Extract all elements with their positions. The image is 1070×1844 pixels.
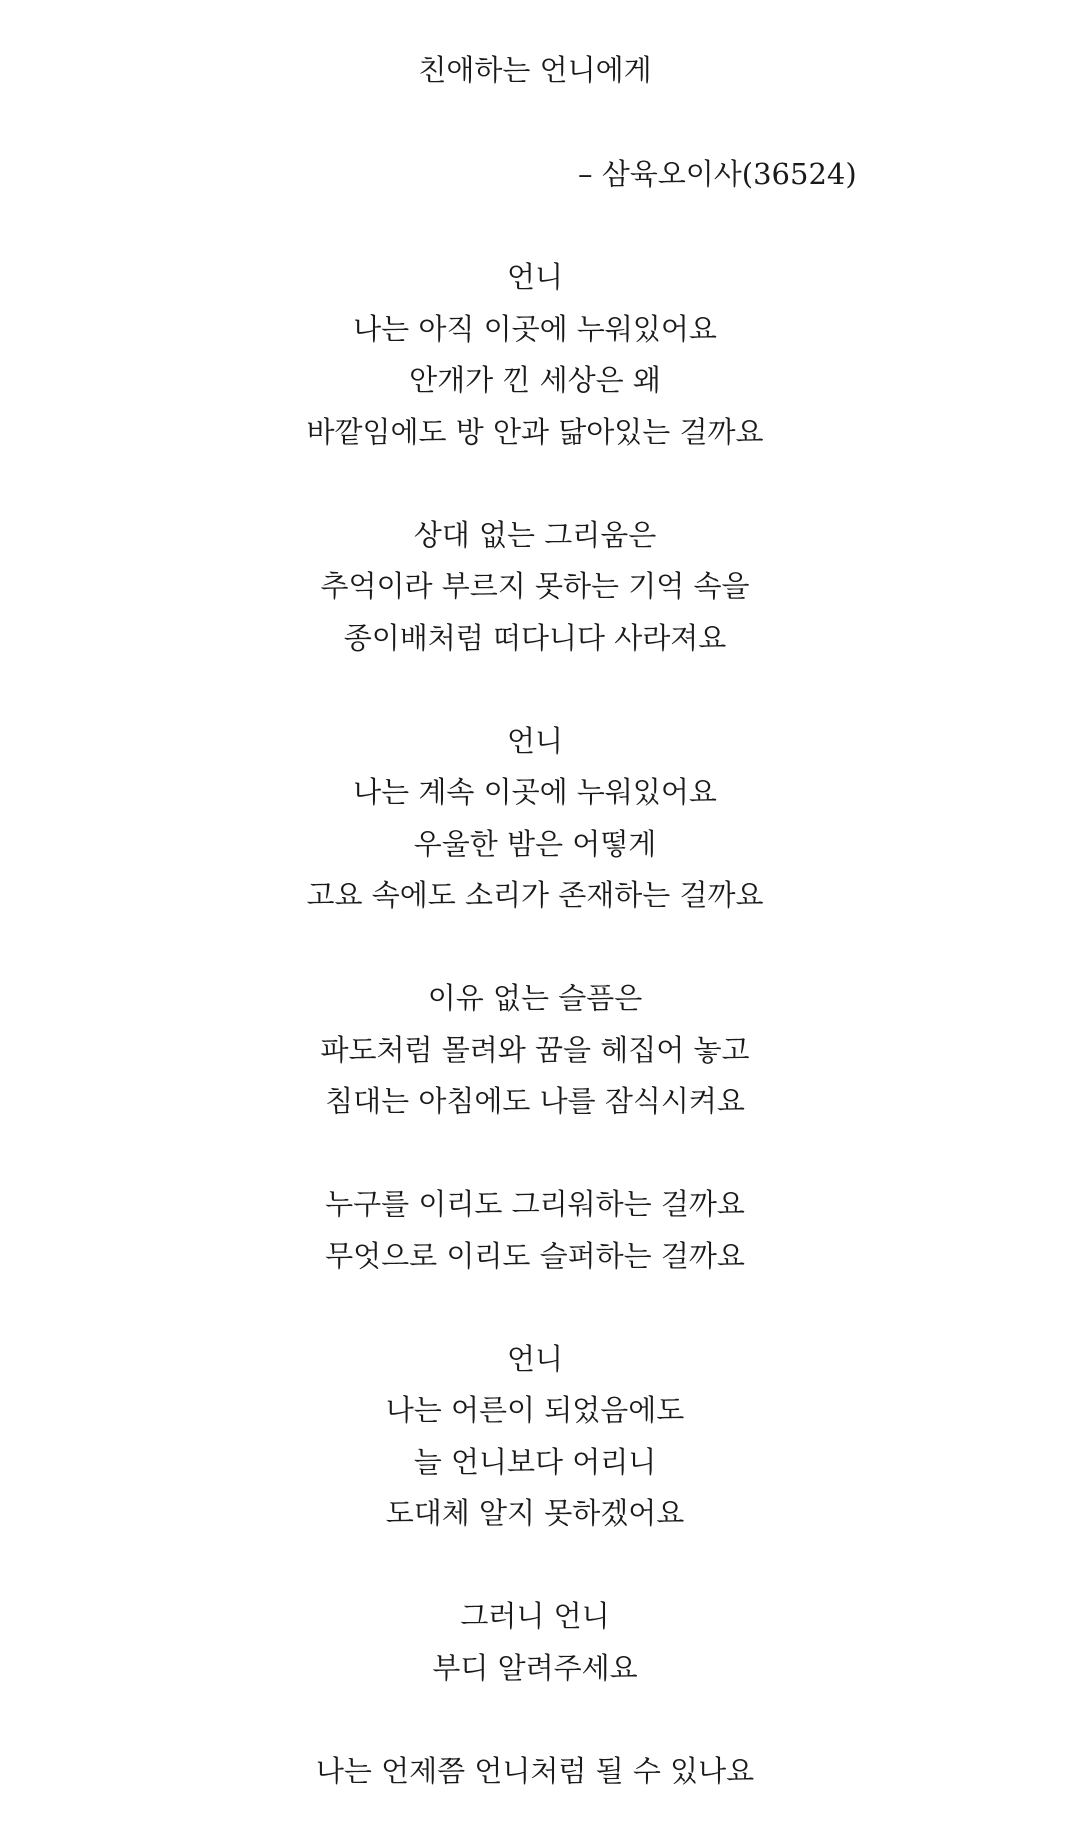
poem-line: 우울한 밤은 어떻게 <box>413 826 657 861</box>
poem-title: 친애하는 언니에게 <box>418 53 652 87</box>
poem-line: 나는 언제쯤 언니처럼 될 수 있나요 <box>315 1753 755 1788</box>
poem-line: 누구를 이리도 그리워하는 걸까요 <box>325 1187 745 1221</box>
poem-line: 바깥임에도 방 안과 닮아있는 걸까요 <box>306 414 764 449</box>
poem-line: 언니 <box>506 723 564 758</box>
poem-line: 상대 없는 그리움은 <box>413 517 657 552</box>
poem-line: 나는 아직 이곳에 누워있어요 <box>353 311 717 346</box>
poem-line: 늘 언니보다 어리니 <box>413 1444 657 1479</box>
poem-body <box>0 252 1070 1797</box>
stanza <box>0 252 1070 458</box>
stanza <box>0 1334 1070 1540</box>
poem-line: 부디 알려주세요 <box>432 1650 638 1685</box>
stanza <box>0 716 1070 922</box>
poem-line: 안개가 낀 세상은 왜 <box>409 363 661 397</box>
poem-line: 파도처럼 몰려와 꿈을 헤집어 놓고 <box>320 1032 750 1067</box>
poem-line: 이유 없는 슬픔은 <box>427 981 643 1015</box>
poem-line: 침대는 아침에도 나를 잠식시켜요 <box>325 1084 745 1118</box>
poem-line: 그러니 언니 <box>460 1599 610 1633</box>
stanza <box>0 1179 1070 1282</box>
stanza <box>0 1591 1070 1694</box>
poem-line: 나는 어른이 되었음에도 <box>385 1393 685 1427</box>
stanza <box>0 973 1070 1128</box>
poem-line: 추억이라 부르지 못하는 기억 속을 <box>320 569 750 603</box>
poem-line: 나는 계속 이곳에 누워있어요 <box>353 775 717 809</box>
poem-line: 무엇으로 이리도 슬퍼하는 걸까요 <box>325 1238 745 1273</box>
poem-line: 언니 <box>506 260 564 294</box>
poem-line: 고요 속에도 소리가 존재하는 걸까요 <box>306 878 764 912</box>
poem-line: 언니 <box>506 1341 564 1376</box>
poem-byline: – 삼육오이사(36524) <box>578 157 857 191</box>
stanza <box>0 1746 1070 1798</box>
poem-line: 도대체 알지 못하겠어요 <box>385 1496 685 1530</box>
stanza <box>0 510 1070 665</box>
poem-line: 종이배처럼 떠다니다 사라져요 <box>343 620 727 655</box>
